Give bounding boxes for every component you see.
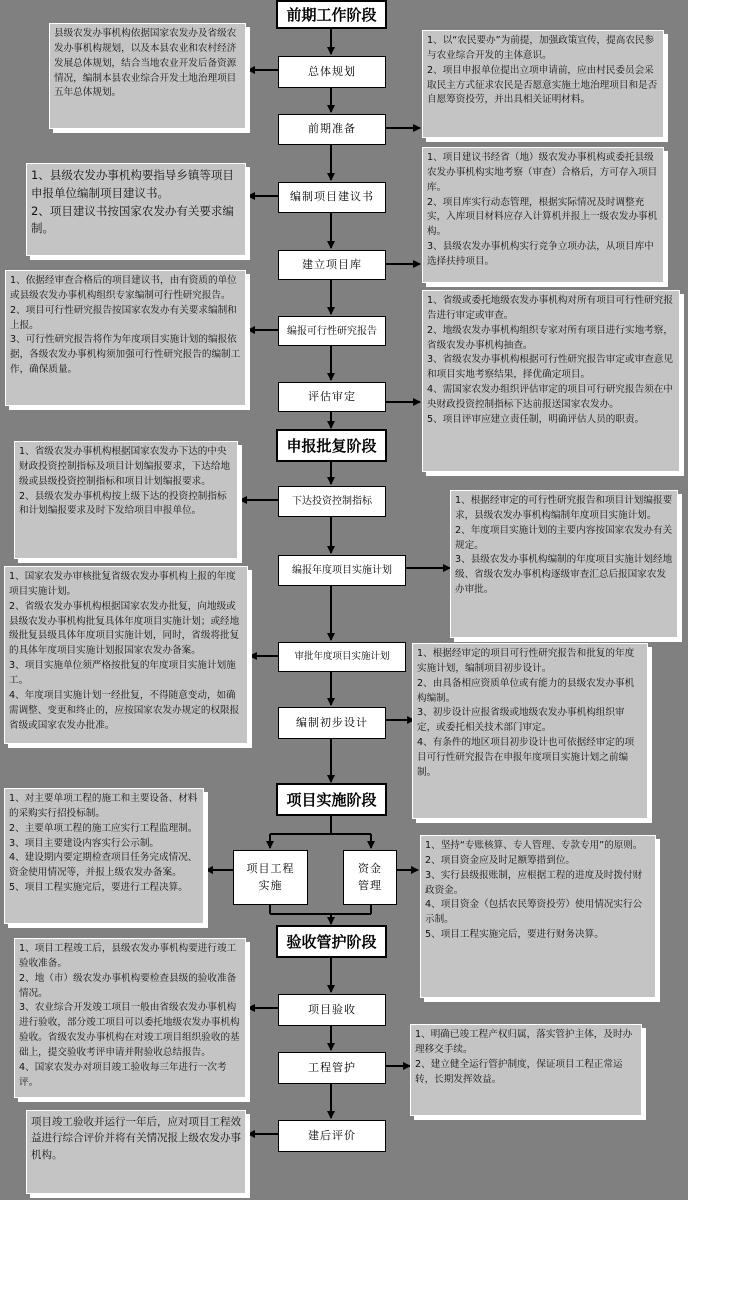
note-text: 1、国家农发办审核批复省级农发办事机构上报的年度项目实施计划。 <box>9 571 236 597</box>
note-text: 2、项目库实行动态管理，根据实际情况及时调整充实，入库项目材料应存入计算机并报上一级农发办事机构。 <box>427 196 658 238</box>
step-preliminary-design: 编制初步设计 <box>278 707 386 739</box>
note-acceptance <box>14 938 246 1098</box>
note-text: 2、省级农发办事机构根据国家农发办批复，向地级或县级农发办事机构批复具体年度项目实施计划；或经地级批复县级具体年度项目实施计划，同时，省级将批复的具体年度项目实施计划报国家农发办备案。 <box>9 600 240 657</box>
note-text: 2、主要单项工程的施工应实行工程监理制。 <box>9 822 198 834</box>
note-text: 2、建立健全运行管护制度，保证项目工程正常运转，长期发挥效益。 <box>415 1058 623 1085</box>
note-project-library <box>422 147 664 283</box>
step-preparation: 前期准备 <box>278 114 386 145</box>
note-text: 2、县级农发办事机构按上级下达的投资控制指标和计划编报要求及时下发给项目申报单位。 <box>19 490 227 517</box>
note-text: 项目竣工验收并运行一年后，应对项目工程效益进行综合评价并将有关情况报上级农发办事机构。 <box>31 1116 241 1161</box>
note-text: 1、对主要单项工程的施工和主要设备、材料的采购实行招投标制。 <box>9 793 198 819</box>
note-text: 5、项目工程实施完后，要进行财务决算。 <box>425 929 604 941</box>
note-text: 1、根据经审定的项目可行性研究报告和批复的年度实施计划，编制项目初步设计。 <box>417 648 635 674</box>
note-investment-quota <box>14 441 238 559</box>
note-text: 4、有条件的地区项目初步设计也可依据经审定的项目可行性研究报告在申报年度项目实施计划之前编制。 <box>417 737 635 778</box>
note-text: 4、年度项目实施计划一经批复，不得随意变动，如确需调整、变更和终止的，应按国家农发办规定的权限报省级或国家农发办批准。 <box>9 689 240 731</box>
note-text: 3、初步设计应报省级或地级农发办事机构组织审定，或委托相关技术部门审定。 <box>417 707 625 734</box>
note-text: 1、依据经审查合格后的项目建议书，由有资质的单位或县级农发办事机构组织专家编制可行性研究报告。 <box>10 275 237 301</box>
note-text: 3、项目实施单位须严格按批复的年度项目实施计划施工。 <box>9 660 236 687</box>
note-preliminary-design <box>412 643 648 819</box>
note-text: 3、项目主要建设内容实行公示制。 <box>9 837 160 849</box>
note-text: 2、地（市）级农发办事机构要检查县级的验收准备情况。 <box>19 972 237 999</box>
note-text: 2、由具备相应资质单位或有能力的县级农发办事机构编制。 <box>417 677 635 704</box>
note-text: 4、需国家农发办组织评估审定的项目可行研究报告须在中央财政投资控制指标下达前报送国家农发办。 <box>427 384 673 411</box>
step-maintenance: 工程管护 <box>278 1052 386 1084</box>
note-text: 1、明确已竣工程产权归属，落实管护主体，及时办理移交手续。 <box>415 1029 633 1055</box>
note-post-evaluation <box>26 1110 246 1194</box>
note-text: 1、县级农发办事机构要指导乡镇等项目申报单位编制项目建议书。 <box>31 168 234 200</box>
note-proposal <box>26 163 246 256</box>
stage-implementation: 项目实施阶段 <box>276 783 387 816</box>
note-master-plan <box>49 23 246 129</box>
note-engineering <box>4 788 204 924</box>
note-feasibility <box>5 270 246 406</box>
step-annual-plan-compile: 编报年度项目实施计划 <box>278 555 406 586</box>
step-project-library: 建立项目库 <box>278 250 386 280</box>
note-maintenance <box>410 1024 642 1116</box>
step-investment-quota: 下达投资控制指标 <box>278 486 386 517</box>
note-text: 4、项目资金（包括农民筹资投劳）使用情况实行公示制。 <box>425 899 643 926</box>
note-text: 1、省级农发办事机构根据国家农发办下达的中央财政投资控制指标及项目计划编报要求，下达给地级或县级投资控制指标和项目计划编报要求。 <box>19 446 231 487</box>
step-funds-management: 资金管理 <box>343 850 397 905</box>
note-text: 2、项目建议书按国家农发办有关要求编制。 <box>31 203 234 236</box>
step-acceptance-check: 项目验收 <box>278 994 386 1026</box>
step-engineering: 项目工程实施 <box>233 850 308 905</box>
note-text: 3、县级农发办事机构实行竞争立项办法，从项目库中选择扶持项目。 <box>427 241 654 268</box>
note-text: 4、国家农发办对项目竣工验收每三年进行一次考评。 <box>19 1061 227 1088</box>
stage-acceptance: 验收管护阶段 <box>276 925 387 958</box>
step-evaluation: 评估审定 <box>278 382 386 412</box>
note-text: 2、地级农发办事机构组织专家对所有项目进行实地考察，省级农发办事机构抽查。 <box>427 324 673 351</box>
note-text: 5、项目工程实施完后，要进行工程决算。 <box>9 882 188 894</box>
note-text: 县级农发办事机构依据国家农发办及省级农发办事机构规划，以及本县农业和农村经济发展总体规划，结合当地农业开发后备资源情况，编制本县农业综合开发土地治理项目五年总体规划。 <box>54 28 237 99</box>
note-text: 4、建设期内要定期检查项目任务完成情况、资金使用情况等，并报上级农发办备案。 <box>9 852 198 879</box>
note-text: 1、以“农民要办”为前提，加强政策宣传，提高农民参与农业综合开发的主体意识。 <box>427 35 655 61</box>
note-text: 3、可行性研究报告将作为年度项目实施计划的编报依据，各级农发办事机构须加强可行性研究报告的编制工作，确保质量。 <box>10 334 241 376</box>
note-evaluation <box>422 290 680 472</box>
stage-preliminary: 前期工作阶段 <box>276 0 387 29</box>
note-text: 1、省级或委托地级农发办事机构对所有项目可行性研究报告进行审定或审查。 <box>427 295 673 321</box>
note-text: 3、农业综合开发竣工项目一般由省级农发办事机构进行验收，部分竣工项目可以委托地级农发办事机构验收。省级农发办事机构在对竣工项目组织验收的基础上，提交验收考评申请并附验收总结报告。 <box>19 1002 240 1059</box>
note-text: 2、项目申报单位提出立项申请前，应由村民委员会采取民主方式征求农民是否愿意实施土地治理项目和是否自愿筹资投劳，并出具相关证明材料。 <box>427 64 658 106</box>
note-text: 2、项目资金应及时足额筹措到位。 <box>425 854 576 866</box>
note-plan-approval <box>4 566 248 744</box>
step-annual-plan-approve: 审批年度项目实施计划 <box>278 642 406 672</box>
note-text: 5、项目评审应建立责任制，明确评估人员的职责。 <box>427 413 645 425</box>
note-text: 2、年度项目实施计划的主要内容按国家农发办有关规定。 <box>455 524 673 551</box>
step-post-evaluation: 建后评价 <box>278 1120 386 1152</box>
stage-approval: 申报批复阶段 <box>276 429 387 462</box>
step-feasibility-report: 编报可行性研究报告 <box>278 316 386 346</box>
note-text: 1、坚持“专账核算、专人管理、专款专用”的原则。 <box>425 840 643 851</box>
note-text: 1、根据经审定的可行性研究报告和项目计划编报要求，县级农发办事机构编制年度项目实施计划。 <box>455 495 673 521</box>
note-funds <box>420 835 656 998</box>
note-text: 2、项目可行性研究报告按国家农发办有关要求编制和上报。 <box>10 304 237 331</box>
step-project-proposal: 编制项目建议书 <box>278 182 386 213</box>
note-preparation <box>422 30 664 138</box>
note-annual-plan <box>450 490 678 638</box>
note-text: 3、省级农发办事机构根据可行性研究报告审定或审查意见和项目实地考察结果，择优确定项目。 <box>427 354 673 381</box>
step-master-plan: 总体规划 <box>278 56 386 88</box>
note-text: 1、项目建议书经省（地）级农发办事机构或委托县级农发办事机构实地考察（审查）合格后，方可存入项目库。 <box>427 152 658 193</box>
note-text: 3、实行县级报账制，应根据工程的进度及时拨付财政资金。 <box>425 869 643 896</box>
note-text: 1、项目工程竣工后，县级农发办事机构要进行竣工验收准备。 <box>19 943 237 969</box>
note-text: 3、县级农发办事机构编制的年度项目实施计划经地级、省级农发办事机构逐级审查汇总后报国家农发办审批。 <box>455 554 673 596</box>
